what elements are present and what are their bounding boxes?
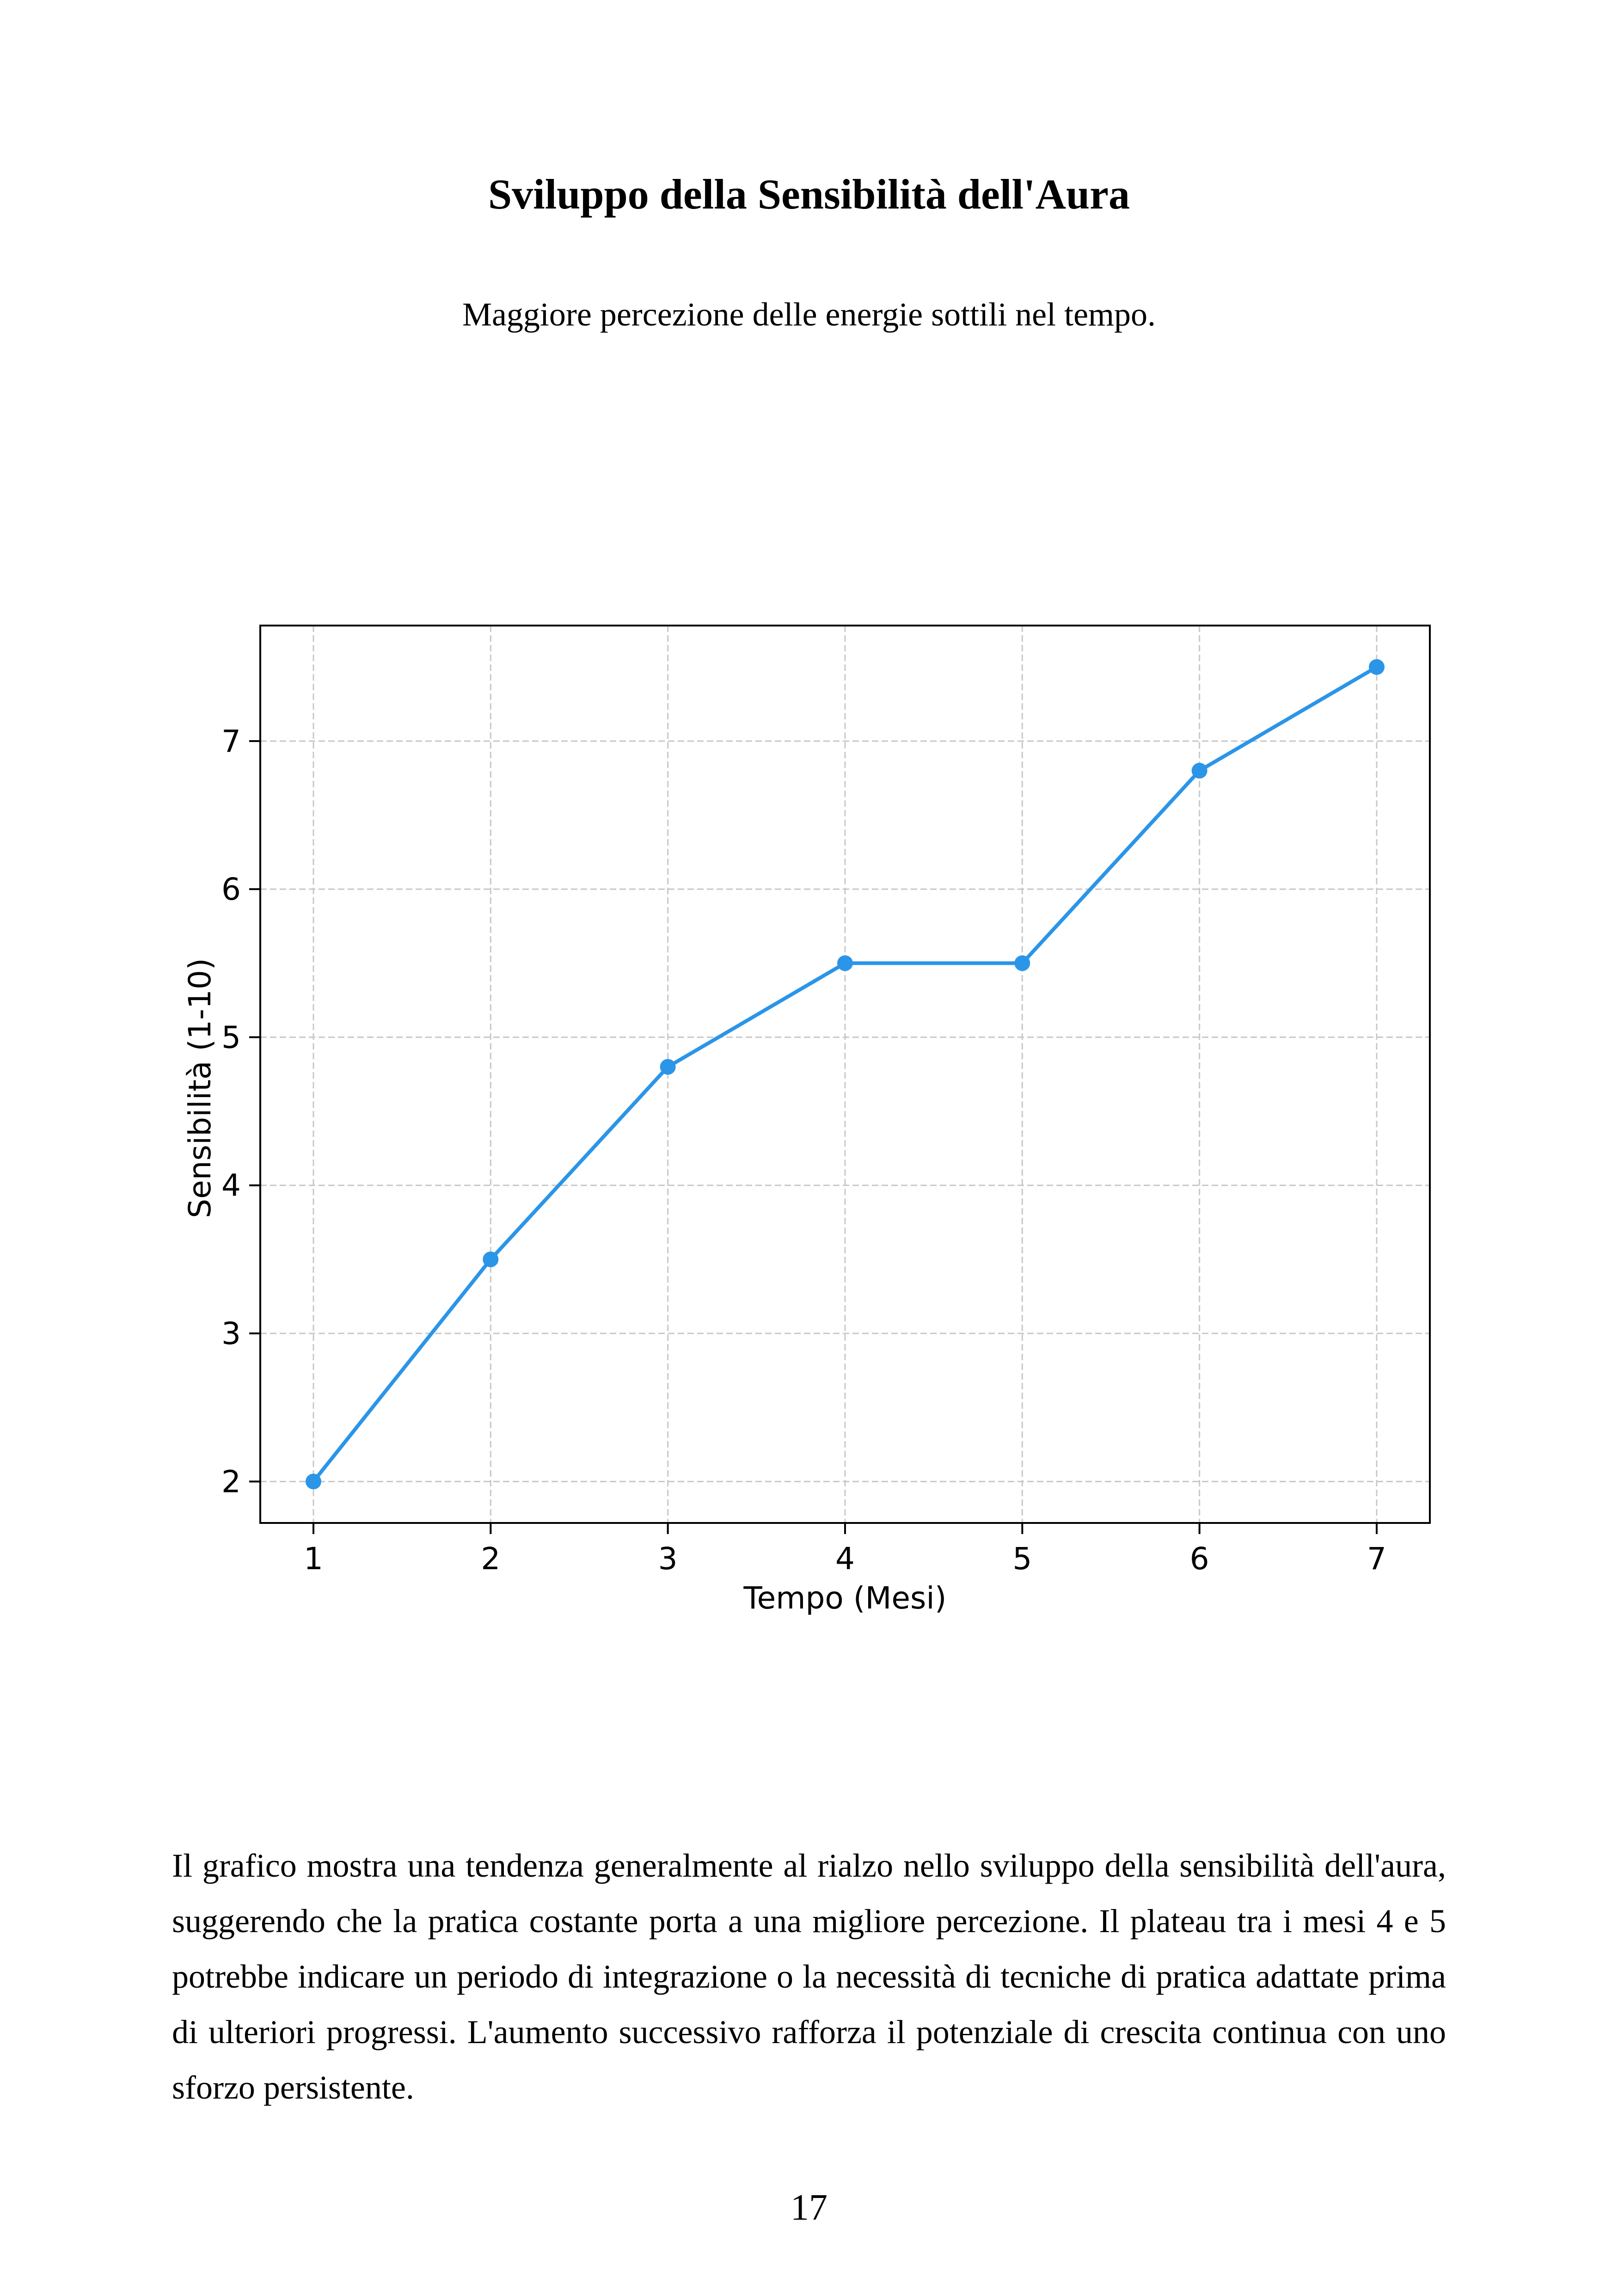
chart-ticks [221,724,1386,1577]
page-subtitle: Maggiore percezione delle energie sottili nel tempo. [462,296,1156,333]
data-point [306,1473,321,1489]
y-tick-label: 7 [221,723,241,759]
data-point [837,955,853,971]
y-tick-label: 6 [221,872,241,908]
body-paragraph: Il grafico mostra una tendenza generalmente al rialzo nello sviluppo della sensibilità dell'aura, suggerendo che la pratica costante porta a una migliore percezione. Il plateau tra i mesi 4 e 5 potrebbe indicare un periodo di integrazione o la necessità di tecniche di pratica adattate prima di ulteriori progressi. L'aumento successivo rafforza il potenziale di crescita continua con uno sforzo persistente. [172,1847,1446,2106]
data-point [483,1252,498,1267]
x-tick-label: 5 [1012,1541,1032,1577]
page-title: Sviluppo della Sensibilità dell'Aura [488,171,1130,218]
x-tick-label: 6 [1189,1541,1209,1577]
chart-grid [260,626,1430,1523]
x-tick-label: 4 [835,1541,855,1577]
x-tick-label: 3 [658,1541,678,1577]
data-point [1014,955,1030,971]
y-tick-label: 4 [221,1167,241,1203]
page-number: 17 [791,2187,827,2228]
y-tick-label: 5 [221,1019,241,1056]
y-axis-label: Sensibilità (1-10) [182,958,218,1218]
y-tick-label: 2 [221,1464,241,1500]
chart-container [0,601,1618,1641]
line-chart [0,601,1618,1641]
data-point [1192,763,1207,779]
y-tick-label: 3 [221,1316,241,1352]
data-point [660,1059,676,1074]
x-tick-label: 2 [481,1541,501,1577]
x-tick-label: 7 [1367,1541,1386,1577]
x-axis-label: Tempo (Mesi) [743,1580,947,1616]
data-point [1369,659,1385,675]
x-tick-label: 1 [304,1541,323,1577]
